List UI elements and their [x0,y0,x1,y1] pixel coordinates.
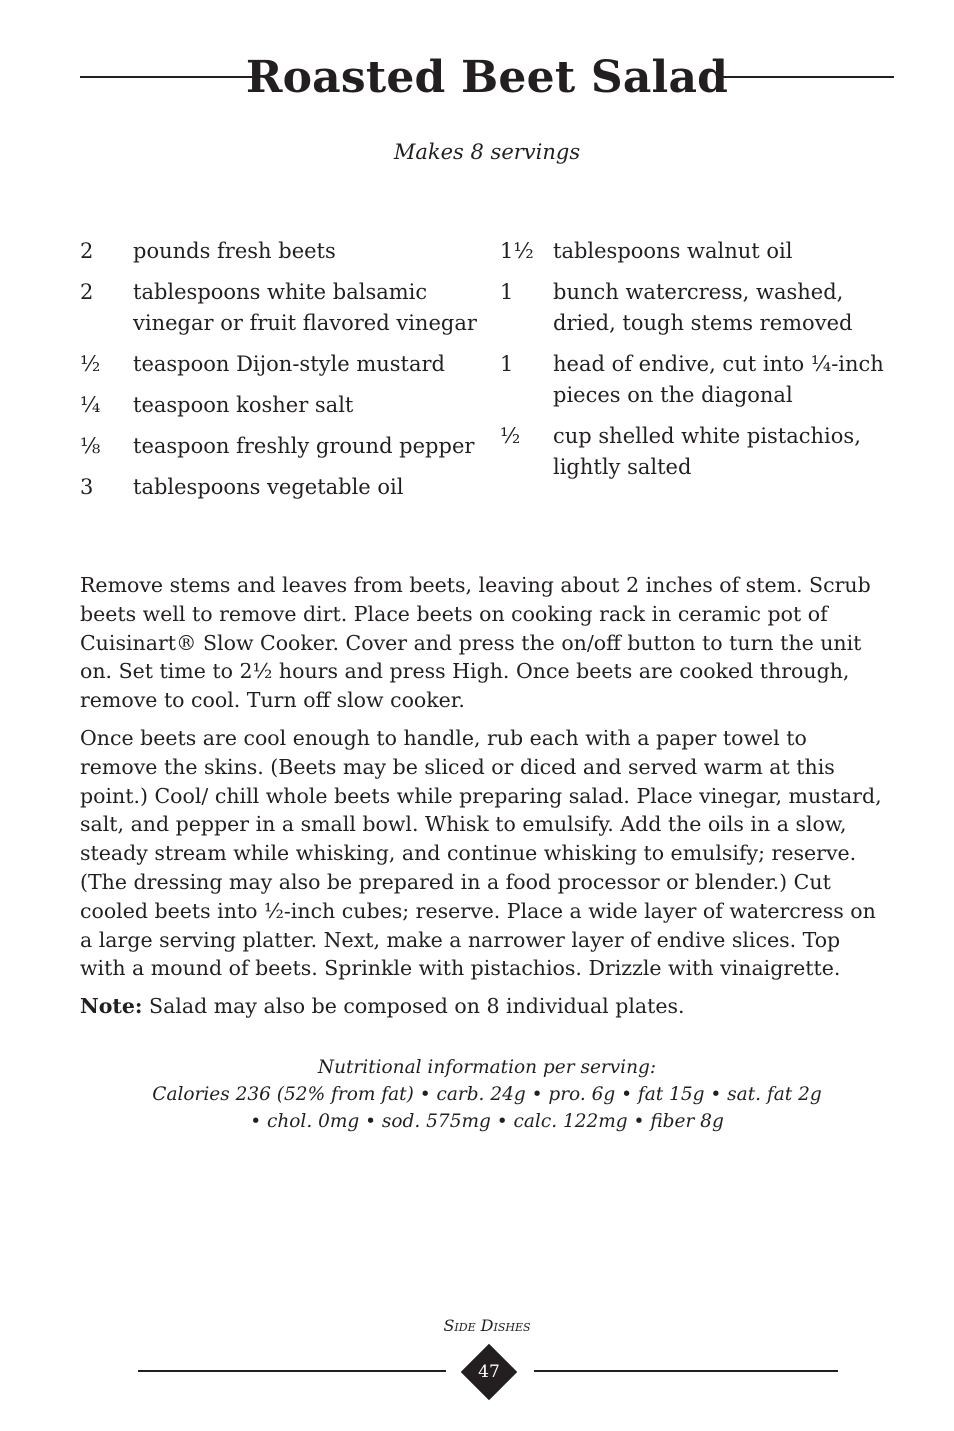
nutrition-line-2: • chol. 0mg • sod. 575mg • calc. 122mg • fiber 8g [250,1111,724,1132]
nutrition-heading: Nutritional information per serving: [317,1057,657,1078]
ingredient-qty: 2 [80,280,94,304]
ingredient-text: tablespoons walnut oil [553,239,793,263]
ingredient-text: bunch watercress, washed, dried, tough stems removed [553,280,853,335]
ingredient-qty: 1½ [500,239,534,263]
nutrition-info [0,1054,954,1135]
ingredient-qty: ⅛ [80,434,101,458]
ingredient-text: tablespoons white balsamic vinegar or fruit flavored vinegar [133,280,477,335]
note-text: Salad may also be composed on 8 individual plates. [149,994,685,1018]
ingredient-item [80,472,480,503]
nutrition-line-1: Calories 236 (52% from fat) • carb. 24g • pro. 6g • fat 15g • sat. fat 2g [152,1084,822,1105]
ingredient-text: teaspoon freshly ground pepper [133,434,475,458]
title-row [80,48,894,108]
ingredient-qty: ¼ [80,393,101,417]
footer-rule-left [138,1370,446,1372]
page-title: Roasted Beet Salad [245,52,729,103]
ingredient-qty: ½ [500,424,521,448]
directions-paragraph-2: Once beets are cool enough to handle, rub each with a paper towel to remove the skins. (Beets may be sliced or diced and served warm at this point.) Cool/ chill whole beets while preparing salad. Place vinegar, mustard, salt, and pepper in a small bowl. Whisk to emulsify. Add the oils in a slow, steady stream while whisking, and continue whisking to emulsify; reserve. (The dressing may also be prepared in a food processor or blender.) Cut cooled beets into ½-inch cubes; reserve. Place a wide layer of watercress on a large serving platter. Next, make a narrower layer of endive slices. Top with a mound of beets. Sprinkle with pistachios. Drizzle with vinaigrette. [80,726,882,981]
note [80,992,685,1021]
ingredient-text: teaspoon kosher salt [133,393,354,417]
ingredient-qty: 1 [500,352,514,376]
footer-rule-right [534,1370,838,1372]
ingredient-item [500,236,900,267]
ingredient-qty: 1 [500,280,514,304]
ingredient-qty: 3 [80,475,94,499]
ingredient-item [500,349,900,411]
directions-paragraph-1: Remove stems and leaves from beets, leaving about 2 inches of stem. Scrub beets well to remove dirt. Place beets on cooking rack in ceramic pot of Cuisinart® Slow Cooker. Cover and press the on/off button to turn the unit on. Set time to 2½ hours and press High. Once beets are cooked through, remove to cool. Turn off slow cooker. [80,573,871,713]
ingredient-text: head of endive, cut into ¼-inch pieces on the diagonal [553,352,884,407]
ingredient-item [80,349,480,380]
ingredient-qty: 2 [80,239,94,263]
note-label: Note: [80,994,143,1018]
ingredient-item [80,431,480,462]
servings-yield: Makes 8 servings [393,140,581,164]
page-number: 47 [478,1362,500,1382]
ingredients-left-column [80,236,480,513]
ingredient-item [80,277,480,339]
ingredient-item [80,236,480,267]
ingredient-text: teaspoon Dijon-style mustard [133,352,445,376]
section-name: Side Dishes [443,1316,531,1335]
ingredient-item [80,390,480,421]
ingredient-text: cup shelled white pistachios, lightly salted [553,424,861,479]
ingredient-item [500,421,900,483]
ingredient-text: pounds fresh beets [133,239,336,263]
ingredient-qty: ½ [80,352,101,376]
ingredients-right-column [500,236,900,493]
ingredient-text: tablespoons vegetable oil [133,475,404,499]
ingredient-item [500,277,900,339]
